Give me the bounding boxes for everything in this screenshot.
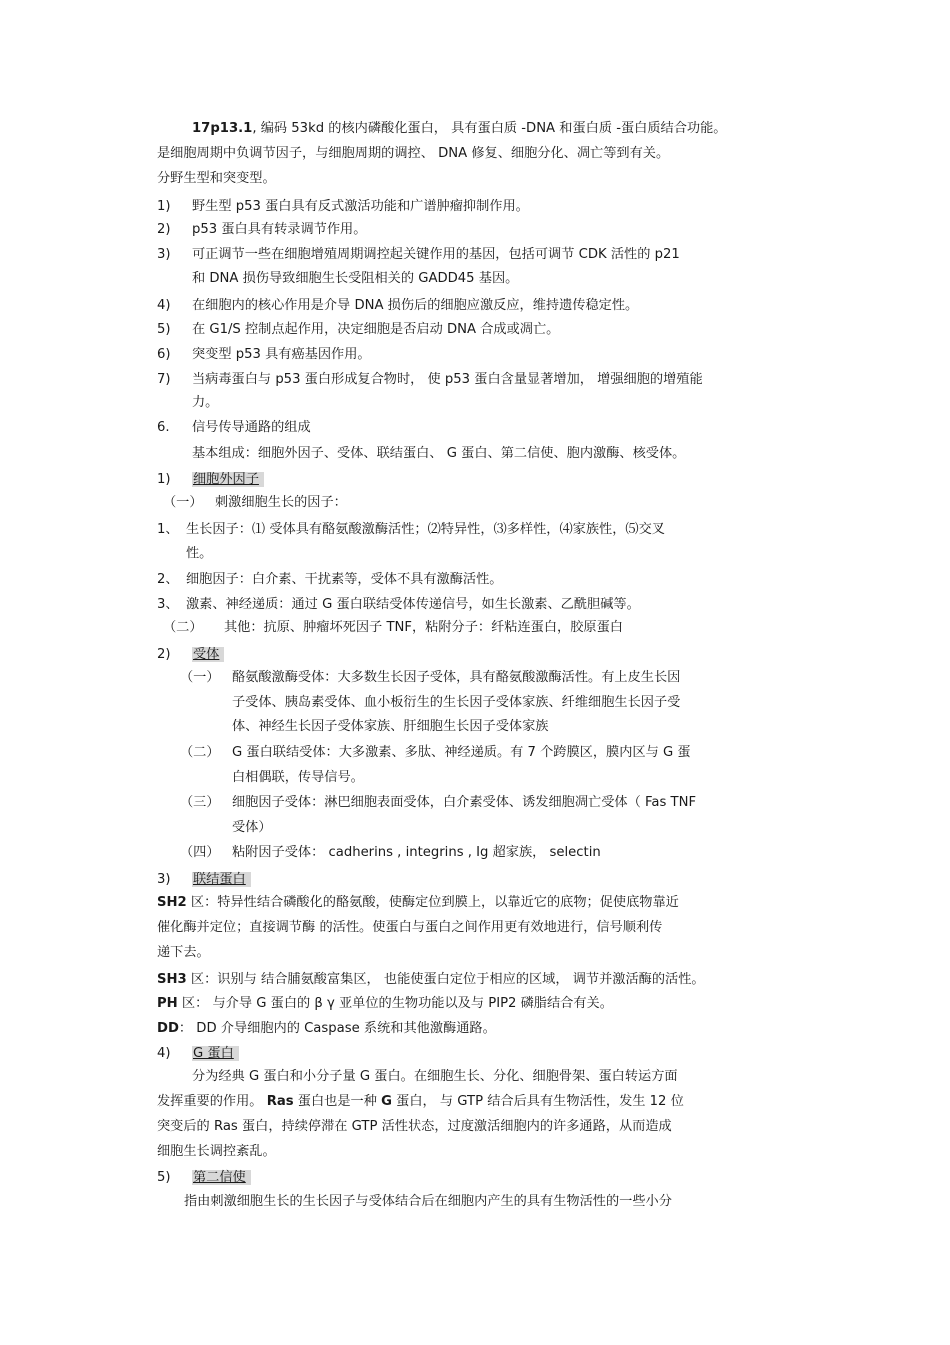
sub-text: 子受体、胰岛素受体、血小板衍生的生长因子受体家族、纤维细胞生长因子受: [232, 695, 681, 710]
sh2-line-2: 催化酶并定位；直接调节酶 的活性。使蛋白与蛋白之间作用更有效地进行，信号顺利传: [157, 920, 663, 935]
heading-highlight: 细胞外因子: [192, 472, 264, 487]
section-title: 信号传导通路的组成: [192, 420, 311, 435]
heading-highlight: G 蛋白: [192, 1046, 239, 1061]
intro-line-3: 分野生型和突变型。: [157, 171, 276, 186]
intro-line-2: 是细胞周期中负调节因子，与细胞周期的调控、 DNA 修复、细胞分化、凋亡等到有关。: [157, 146, 670, 161]
sh2-label: SH2: [157, 895, 187, 910]
sub-number: （四）: [180, 845, 220, 860]
sub-number: （二）: [180, 745, 220, 760]
basic-composition: 基本组成：细胞外因子、受体、联结蛋白、 G 蛋白、第二信使、胞内激酶、核受体。: [192, 446, 686, 461]
subsection-heading: [192, 872, 251, 888]
heading-highlight: 第二信使: [192, 1170, 251, 1185]
list-item-text: 在 G1/S 控制点起作用，决定细胞是否启动 DNA 合成或凋亡。: [192, 322, 560, 337]
subsection-heading: [192, 647, 224, 663]
sh3-text: 区：识别与 结合脯氨酸富集区， 也能使蛋白定位于相应的区域， 调节并激活酶的活性。: [186, 972, 705, 987]
subsection-number: 3): [157, 872, 171, 887]
list-item-number: 1): [157, 199, 171, 214]
sub-text: 其他：抗原、肿瘤坏死因子 TNF，粘附分子：纤粘连蛋白，胶原蛋白: [224, 620, 623, 635]
list-item-text: 性。: [186, 546, 213, 561]
list-item-number: 6): [157, 347, 171, 362]
subsection-heading: [192, 472, 264, 488]
sub-text: 粘附因子受体： cadherins , integrins , Ig 超家族， selectin: [232, 845, 601, 860]
list-item-number: 5): [157, 322, 171, 337]
list-item-number: 4): [157, 298, 171, 313]
sub-text: 体、神经生长因子受体家族、肝细胞生长因子受体家族: [232, 719, 549, 734]
g-protein-line-2: [157, 1094, 684, 1110]
list-item-text: 在细胞内的核心作用是介导 DNA 损伤后的细胞应激反应，维持遗传稳定性。: [192, 298, 639, 313]
subsection-heading: [192, 1170, 251, 1186]
intro-line-1-rest: , 编码 53kd 的核内磷酸化蛋白， 具有蛋白质 -DNA 和蛋白质 -蛋白质结合功能。: [252, 121, 727, 136]
sh2-line-1: [157, 895, 679, 911]
sub-number: （一）: [180, 670, 220, 685]
sub-number: （一）: [163, 495, 203, 510]
section-number: 6.: [157, 420, 170, 435]
subsection-number: 5): [157, 1170, 171, 1185]
text-segment: 蛋白， 与 GTP 结合后具有生物活性，发生 12 位: [391, 1094, 684, 1109]
subsection-number: 2): [157, 647, 171, 662]
ph-label: PH: [157, 996, 178, 1011]
heading-highlight: 受体: [192, 647, 224, 662]
sh2-text: 区：特异性结合磷酸化的酪氨酸，使酶定位到膜上，以靠近它的底物；促使底物靠近: [186, 895, 679, 910]
sub-number: （二）: [163, 620, 203, 635]
heading-highlight: 联结蛋白: [192, 872, 251, 887]
dd-line: [157, 1021, 496, 1037]
g-protein-line-1: 分为经典 G 蛋白和小分子量 G 蛋白。在细胞生长、分化、细胞骨架、蛋白转运方面: [192, 1069, 678, 1084]
subsection-number: 4): [157, 1046, 171, 1061]
sub-text: 受体）: [232, 820, 272, 835]
list-item-text: 和 DNA 损伤导致细胞生长受阻相关的 GADD45 基因。: [192, 271, 519, 286]
sub-text: 细胞因子受体：淋巴细胞表面受体，白介素受体、诱发细胞凋亡受体（ Fas TNF: [232, 795, 697, 810]
list-item-text: 生长因子：⑴ 受体具有酪氨酸激酶活性；⑵特异性，⑶多样性，⑷家族性，⑸交叉: [186, 522, 665, 537]
list-item-number: 3): [157, 247, 171, 262]
text-segment: 发挥重要的作用。: [157, 1094, 267, 1109]
g-label: G: [381, 1094, 392, 1109]
ph-text: 区： 与介导 G 蛋白的 β γ 亚单位的生物功能以及与 PIP2 磷脂结合有关。: [177, 996, 613, 1011]
list-item-text: p53 蛋白具有转录调节作用。: [192, 222, 367, 237]
subsection-heading: [192, 1046, 239, 1062]
sh2-line-3: 递下去。: [157, 945, 210, 960]
sub-number: （三）: [180, 795, 220, 810]
gene-locus: 17p13.1: [192, 121, 253, 136]
list-item-number: 7): [157, 372, 171, 387]
dd-text: ： DD 介导细胞内的 Caspase 系统和其他激酶通路。: [178, 1021, 496, 1036]
list-item-text: 野生型 p53 蛋白具有反式激活功能和广谱肿瘤抑制作用。: [192, 199, 529, 214]
list-item-text: 突变型 p53 具有癌基因作用。: [192, 347, 371, 362]
sub-text: 白相偶联，传导信号。: [232, 770, 364, 785]
list-item-number: 2): [157, 222, 171, 237]
text-segment: 蛋白也是一种: [293, 1094, 382, 1109]
sub-text: G 蛋白联结受体：大多激素、多肽、神经递质。有 7 个跨膜区，膜内区与 G 蛋: [232, 745, 691, 760]
list-item-text: 细胞因子：白介素、干扰素等，受体不具有激酶活性。: [186, 572, 503, 587]
g-protein-line-4: 细胞生长调控紊乱。: [157, 1144, 276, 1159]
list-item-number: 1、: [157, 522, 179, 537]
subsection-number: 1): [157, 472, 171, 487]
ph-line: [157, 996, 613, 1012]
g-protein-line-3: 突变后的 Ras 蛋白，持续停滞在 GTP 活性状态，过度激活细胞内的许多通路，从而造成: [157, 1119, 672, 1134]
list-item-text: 可正调节一些在细胞增殖周期调控起关键作用的基因，包括可调节 CDK 活性的 p21: [192, 247, 680, 262]
list-item-text: 激素、神经递质：通过 G 蛋白联结受体传递信号，如生长激素、乙酰胆碱等。: [186, 597, 640, 612]
sub-text: 刺激细胞生长的因子：: [215, 495, 347, 510]
sh3-line: [157, 972, 705, 988]
list-item-text: 当病毒蛋白与 p53 蛋白形成复合物时， 使 p53 蛋白含量显著增加， 增强细胞的增殖能: [192, 372, 703, 387]
list-item-text: 力。: [192, 395, 219, 410]
intro-line-1: [192, 121, 726, 137]
dd-label: DD: [157, 1021, 179, 1036]
sub-text: 酪氨酸激酶受体：大多数生长因子受体，具有酪氨酸激酶活性。有上皮生长因: [232, 670, 681, 685]
second-messenger-line-1: 指由刺激细胞生长的生长因子与受体结合后在细胞内产生的具有生物活性的一些小分: [184, 1194, 672, 1209]
sh3-label: SH3: [157, 972, 187, 987]
list-item-number: 3、: [157, 597, 179, 612]
ras-label: Ras: [266, 1094, 294, 1109]
list-item-number: 2、: [157, 572, 179, 587]
